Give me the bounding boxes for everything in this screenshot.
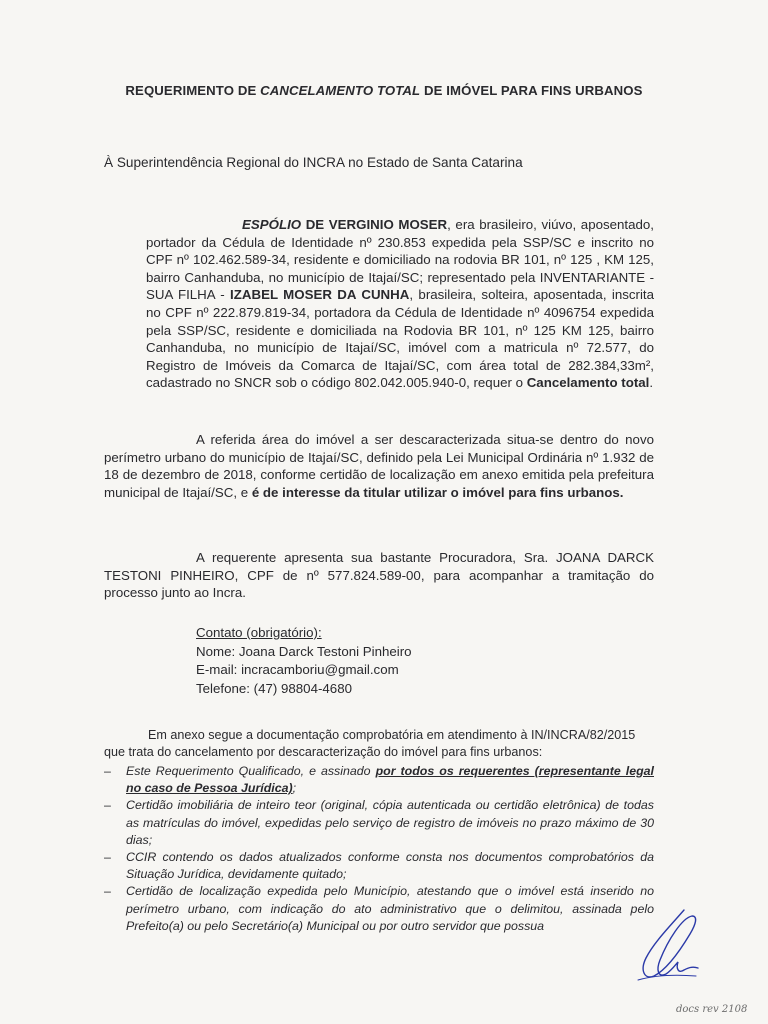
list-item: [104, 883, 654, 935]
estate-label: ESPÓLIO: [242, 217, 302, 232]
request-type: Cancelamento total: [526, 375, 650, 391]
list-item: [104, 797, 654, 849]
sentence-end: .: [649, 375, 654, 391]
list-item-text: ;: [292, 781, 297, 796]
proxy-paragraph: A requerente apresenta sua bastante Procuradora, Sra. JOANA DARCK TESTONI PINHEIRO, CPF de nº 577.824.589-00, para acompanhar a tramitação do processo junto ao Incra.: [104, 550, 654, 601]
list-item-text: Certidão imobiliária de inteiro teor (original, cópia autenticada ou certidão eletrônica) de todas as matrículas do imóvel, expedidas pelo serviço de registro de imóveis no prazo máximo de 30 dias;: [126, 798, 654, 847]
list-item-text: CCIR contendo os dados atualizados conforme consta nos documentos comprobatórios da Situação Jurídica, devidamente quitado;: [126, 850, 654, 882]
location-text: A referida área do imóvel a ser descaracterizada situa-se dentro do novo perímetro urbano do município de Itajaí/SC, definido pela Lei Municipal Ordinária nº 1.932 de 18 de dezembro de 2018, conforme certidão de localização em anexo emitida pela prefeitura municipal de Itajaí/SC, e: [104, 432, 654, 500]
list-item-text: Certidão de localização expedida pelo Município, atestando que o imóvel está inserido no perímetro urbano, com indicação do ato administrativo que o delimitou, assinada pelo Prefeito(a) ou pelo Secretário(a) Municipal ou por outro servidor que possua: [126, 884, 654, 933]
contact-heading: Contato (obrigatório):: [196, 625, 322, 640]
handwritten-signature: [632, 906, 702, 988]
contact-name: Nome: Joana Darck Testoni Pinheiro: [196, 643, 412, 659]
list-item-text: Este Requerimento Qualificado, e assinado: [126, 764, 376, 778]
list-item-emphasis: por todos os requerentes (representante legal no caso de Pessoa Jurídica): [126, 764, 654, 796]
interest-statement: é de interesse da titular utilizar o imóvel para fins urbanos.: [251, 484, 624, 500]
contact-phone: Telefone: (47) 98804-4680: [196, 680, 352, 696]
recipient-line: À Superintendência Regional do INCRA no Estado de Santa Catarina: [104, 155, 523, 170]
annex-list: [104, 763, 654, 935]
document-title: [0, 83, 768, 98]
title-part: DE IMÓVEL PARA FINS URBANOS: [420, 83, 643, 98]
annex-intro: Em anexo segue a documentação comprobatória em atendimento à IN/INCRA/82/2015 que trata do cancelamento por descaracterização do imóvel para fins urbanos:: [104, 728, 636, 760]
contact-block: [196, 624, 412, 698]
applicant-paragraph: [146, 216, 654, 392]
list-dash: –: [104, 764, 111, 778]
title-part: REQUERIMENTO DE: [125, 83, 261, 98]
list-item: [104, 763, 654, 797]
contact-email: E-mail: incracamboriu@gmail.com: [196, 662, 399, 677]
heir-name: IZABEL MOSER DA CUNHA: [230, 287, 410, 303]
list-dash: –: [104, 850, 111, 865]
location-paragraph: [104, 431, 654, 501]
property-text: , brasileira, solteira, aposentada, inscrita no CPF nº 222.879.819-34, portadora da Cédula de Identidade nº 4096754 expedida pela SSP/SC, residente e domiciliada na Rodovia BR 101, nº 125 KM 125, bairro Canhanduba, no município de Itajaí/SC, imóvel com a matricula nº 72.577, do Registro de Imóveis da Comarca de Itajaí/SC, com área total de 282.384,33m², cadastrado no SNCR sob o código 802.042.005.940-0, requer o: [146, 287, 654, 391]
estate-name: DE VERGINIO MOSER: [301, 217, 448, 232]
title-emphasis: CANCELAMENTO TOTAL: [260, 83, 421, 98]
list-dash: –: [104, 884, 111, 899]
footer-code: docs rev 2108: [676, 1004, 748, 1015]
list-item: [104, 849, 654, 883]
list-dash: –: [104, 798, 111, 813]
applicant-text: , era brasileiro, viúvo, aposentado, portador da Cédula de Identidade nº 230.853 expedida pela SSP/SC e inscrito no CPF nº 102.462.589-34, residente e domiciliado na rodovia BR 101, nº 125 , KM 125, bairro Canhanduba, no município de Itajaí/SC; representado pela INVENTARIANTE - SUA FILHA -: [146, 217, 654, 303]
